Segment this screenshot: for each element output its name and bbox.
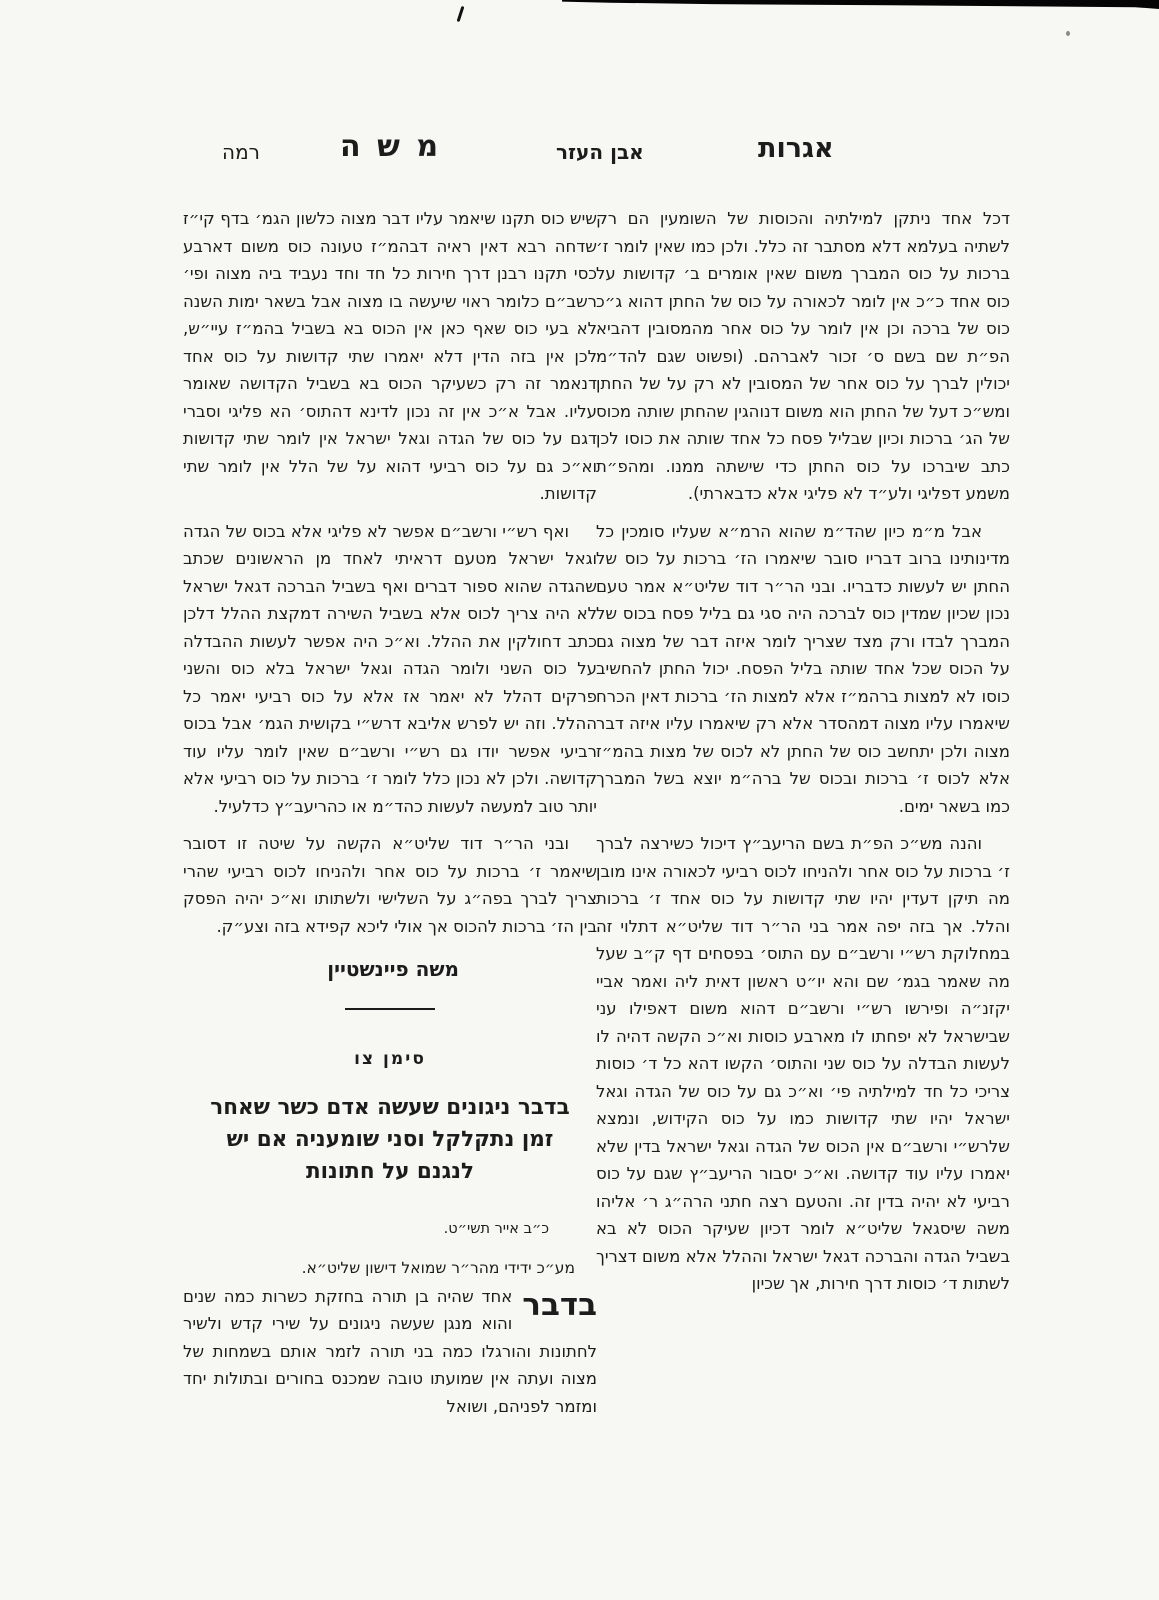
paragraph: אבל מ״מ כיון שהד״מ שהוא הרמ״א שעליו סומכין כל מדינותינו ברוב דבריו סובר שיאמרו הז׳ ברכות על כוס של החתן יש לעשות כדבריו. ובני הר״ר דוד שליט״א אמר טעם נכון שכיון שמדין כוס לברכה היה סגי גם בליל פסח בכוס של המברך לבדו ורק מצד שצריך לומר איזה דבר של מצוה גם על הכוס שכל אחד שותה בליל הפסח. יכול החתן להחשיב כוסו לא למצות ברהמ״ז אלא למצות הז׳ ברכות דאין הכרח שיאמרו עליו מצוה דמהסדר אלא רק שיאמרו עליו איזה דבר מצוה ולכן יתחשב כוס של החתן לא לכוס של מצות בהמ״ז אלא לכוס ז׳ ברכות ובכוס של ברה״מ יוצא בשל המברך כמו בשאר ימים.: [596, 521, 1010, 816]
pen-mark-artifact: [457, 6, 465, 22]
header-section-title: אבן העזר: [556, 140, 644, 164]
responsum-addressee: מע״כ ידידי מהר״ר שמואל דישון שליט״א.: [301, 1259, 575, 1277]
header-book-title: משה: [340, 129, 455, 164]
responsum-date: כ״ב אייר תשי״ט.: [443, 1220, 549, 1237]
responsum-title-line: בדבר ניגונים שעשה אדם כשר שאחר: [210, 1094, 570, 1120]
siman-heading: סימן צו: [354, 1049, 426, 1069]
header-series-title: אגרות: [758, 133, 834, 164]
responsum-opening-paragraph: [183, 1283, 597, 1421]
responsum-title-line: לנגנם על חתונות: [305, 1158, 474, 1184]
opening-paragraph-text: אחד שהיה בן תורה בחזקת כשרות כמה שנים והוא מנגן שעשה ניגונים על שירי קדש ולשיר לחתונות והורגלו כמה בני תורה לזמר אותם בשמחות של מצוה ועתה אין שמועתו טובה שמכנס בחורים ובתולות יחד ומזמר לפניהם, ושואל: [183, 1286, 597, 1416]
paragraph: ואף רש״י ורשב״ם אפשר לא פליגי אלא בכוס של הגדה וגאל ישראל מטעם דראיתי לאחד מן הראשונים שכתב שהגדה שהוא ספור דברים ואף בשביל הברכה דגאל ישראל לא היה צריך לכוס אלא בשביל השירה דמקצת ההלל דלכן כתב דחולקין את ההלל. וא״כ היה אפשר לעשות ההבדלה על כוס השני ולומר הגדה וגאל ישראל בלא כוס והשני פרקים דהלל לא יאמר אז אלא על כוס רביעי יאמר כל ההלל. וזה יש לפרש אליבא דרש״י בקושית הגמ׳ אבל בכוס רביעי אפשר יודו גם רש״י ורשב״ם שאין לומר עליו עוד קדושה. ולכן לא נכון כלל לומר ז׳ ברכות על כוס רביעי אלא יותר טוב למעשה לעשות כהד״מ או כהריעב״ץ כדלעיל.: [183, 521, 597, 816]
ink-fleck-artifact: [1066, 31, 1070, 36]
left-text-column: [183, 205, 597, 1420]
paragraph: דכל אחד ניתקן למילתיה והכוסות של השומעין הם רק לשתיה בעלמא דלא מסתבר זה כלל. ולכן כמו שאין לומר ז׳ ברכות על כוס המברך משום שאין אומרים ב׳ קדושות על כוס אחד כ״כ אין לומר לכאורה על כוס של החתן דהוא ג״כ כוס של ברכה וכן אין לומר על כוס אחר מהמסובין דהביא הפ״ת שם בשם ס׳ זכור לאברהם. (ופשוט שגם להד״מ יכולין לברך על כוס אחר של המסובין לא רק על של החתן ומש״כ דעל של החתן הוא משום דנוהגין שהחתן שותה מכוס של הג׳ ברכות וכיון שבליל פסח כל אחד שותה את כוסו לכן כתב שיברכו על כוס החתן כדי שישתה ממנו. ומהפ״ת משמע דפליגי ולע״ד לא פליגי אלא כדבארתי).: [596, 209, 1010, 503]
scan-edge-artifact: [562, 0, 1159, 9]
right-text-column: [596, 205, 1010, 1298]
responsum-title: [183, 1092, 597, 1188]
responsum-title-line: זמן נתקלקל וסני שומעניה אם יש: [226, 1126, 554, 1152]
header-page-number: רמה: [222, 140, 260, 164]
opening-lead-word: בדבר: [522, 1286, 597, 1323]
paragraph: ובני הר״ר דוד שליט״א הקשה על שיטה זו דסובר שיאמר ז׳ ברכות על כוס אחר ולהניחו לכוס רביעי שהרי צריך לברך בפה״ג על השלישי ולשתותו וא״כ יהיה הפסק בין הז׳ ברכות להכוס אך אולי ליכא קפידא בזה וצע״ק.: [183, 834, 597, 936]
paragraph: שיש כוס תקנו שיאמר עליו דבר מצוה כלשון הגמ׳ בדף קי״ז שדחה רבא דאין ראיה דבהמ״ז טעונה כוס משום דארבע כסי תקנו רבנן דרך חירות כל חד וחד נעביד ביה מצוה ופי׳ רשב״ם כלומר ראוי שיעשה בו מצוה אבל בשאר ימות השנה לא בעי כוס שאף כאן אין הכוס בא בשביל בהמ״ז עיי״ש, לכן אין בזה הדין דלא יאמרו שתי קדושות על כוס אחד דנאמר זה רק כשעיקר הכוס בא בשביל הקדושה שאומר עליו. אבל א״כ אין זה נכון לדינא דהתוס׳ הא פליגי וסברי דגם על כוס של הגדה וגאל ישראל אין לומר שתי קדושות וא״כ גם על כוס רביעי דהוא על של הלל אין לומר שתי קדושות.: [183, 209, 597, 503]
paragraph: והנה מש״כ הפ״ת בשם הריעב״ץ דיכול כשירצה לברך ז׳ ברכות על כוס אחר ולהניחו לכוס רביעי לכאורה אינו מובן מה תיקן דעדין יהיו שתי קדושות על כוס אחד ז׳ ברכות והלל. אך בזה יפה אמר בני הר״ר דוד שליט״א דתלוי זה במחלוקת רש״י ורשב״ם עם התוס׳ בפסחים דף ק״ב שעל מה שאמר בגמ׳ שם והא יו״ט ראשון דאית ליה ואמר אביי יקזנ״ה ופירשו רש״י ורשב״ם דהוא משום דאפילו עני שבישראל לא יפחתו לו מארבע כוסות וא״כ הקשה דהיה לו לעשות הבדלה על כוס שני והתוס׳ הקשו דהא כל ד׳ כוסות צריכי כל חד למילתיה פי׳ וא״כ גם על כוס של הגדה וגאל ישראל יהיו שתי קדושות כמו על כוס הקידוש, ונמצא שלרש״י ורשב״ם אין הכוס של הגדה וגאל ישראל בדין שלא יאמרו עליו עוד קדושה. וא״כ יסבור הריעב״ץ שגם על כוס רביעי לא יהיה בדין זה. והטעם רצה חתני הרה״ג ר׳ אליהו משה שיסגאל שליט״א לומר דכיון שעיקר הכוס לא בא בשביל הגדה והברכה דגאל ישראל וההלל אלא משום דצריך לשתות ד׳ כוסות דרך חירות, אך שכיון: [596, 834, 1010, 1293]
responsum-signature: משה פיינשטיין: [327, 957, 459, 981]
section-divider: [345, 1008, 435, 1010]
